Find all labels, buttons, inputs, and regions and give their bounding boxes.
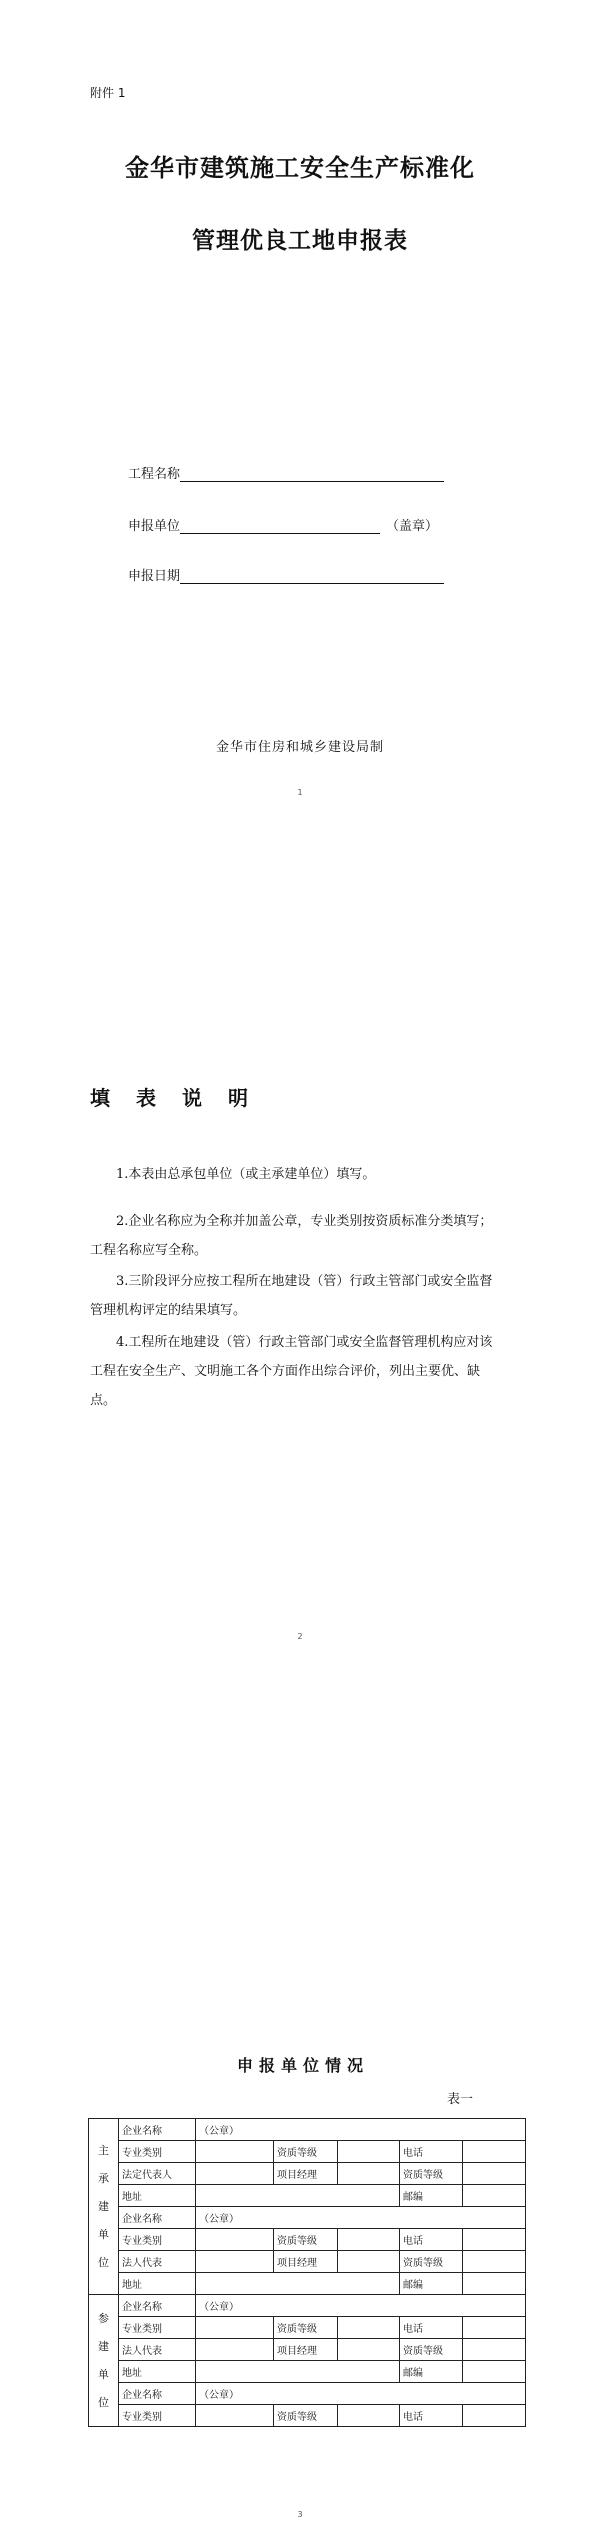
applicant-unit-field[interactable] bbox=[128, 515, 438, 534]
table-row bbox=[89, 2141, 526, 2163]
table-row bbox=[89, 2163, 526, 2185]
table-row bbox=[89, 2207, 526, 2229]
project-manager-cell[interactable] bbox=[338, 2163, 400, 2185]
page-number: 2 bbox=[297, 1632, 303, 1641]
category-cell[interactable] bbox=[196, 2229, 274, 2251]
table-row bbox=[89, 2339, 526, 2361]
phone-cell[interactable] bbox=[463, 2405, 526, 2427]
manager-qualification-cell[interactable] bbox=[463, 2339, 526, 2361]
legal-rep-label: 法人代表 bbox=[119, 2251, 196, 2273]
category-label: 专业类别 bbox=[119, 2317, 196, 2339]
project-manager-cell[interactable] bbox=[338, 2339, 400, 2361]
postcode-label: 邮编 bbox=[400, 2273, 463, 2295]
category-label: 专业类别 bbox=[119, 2405, 196, 2427]
category-cell[interactable] bbox=[196, 2141, 274, 2163]
qualification-label: 资质等级 bbox=[274, 2405, 338, 2427]
phone-label: 电话 bbox=[400, 2317, 463, 2339]
instruction-item: 2.企业名称应为全称并加盖公章，专业类别按资质标准分类填写；工程名称应写全称。 bbox=[90, 1214, 493, 1258]
issuer-text: 金华市住房和城乡建设局制 bbox=[215, 740, 384, 755]
qualification-cell[interactable] bbox=[338, 2229, 400, 2251]
category-cell[interactable] bbox=[196, 2405, 274, 2427]
document-title-line-2: 管理优良工地申报表 bbox=[192, 227, 408, 254]
table-row bbox=[89, 2295, 526, 2317]
company-name-label: 企业名称 bbox=[119, 2119, 196, 2141]
company-name-cell[interactable]: （公章） bbox=[196, 2383, 526, 2405]
table-row bbox=[89, 2317, 526, 2339]
address-label: 地址 bbox=[119, 2361, 196, 2383]
instruction-item: 3.三阶段评分应按工程所在地建设（管）行政主管部门或安全监督管理机构评定的结果填写。 bbox=[90, 1274, 493, 1318]
category-label: 专业类别 bbox=[119, 2229, 196, 2251]
manager-qualification-label: 资质等级 bbox=[400, 2163, 463, 2185]
address-cell[interactable] bbox=[196, 2361, 400, 2383]
qualification-cell[interactable] bbox=[338, 2317, 400, 2339]
legal-rep-cell[interactable] bbox=[196, 2163, 274, 2185]
manager-qualification-cell[interactable] bbox=[463, 2163, 526, 2185]
postcode-cell[interactable] bbox=[463, 2361, 526, 2383]
table-row bbox=[89, 2119, 526, 2141]
qualification-label: 资质等级 bbox=[274, 2317, 338, 2339]
legal-rep-cell[interactable] bbox=[196, 2339, 274, 2361]
main-contractor-label: 主 承 建 单 位 bbox=[89, 2119, 119, 2295]
applicant-info-table bbox=[88, 2118, 526, 2427]
phone-label: 电话 bbox=[400, 2405, 463, 2427]
legal-rep-label: 法定代表人 bbox=[119, 2163, 196, 2185]
table-row bbox=[89, 2251, 526, 2273]
qualification-label: 资质等级 bbox=[274, 2141, 338, 2163]
table-row bbox=[89, 2405, 526, 2427]
category-cell[interactable] bbox=[196, 2317, 274, 2339]
table-row bbox=[89, 2361, 526, 2383]
company-name-label: 企业名称 bbox=[119, 2383, 196, 2405]
apply-date-blank[interactable] bbox=[180, 571, 444, 584]
document-title-line-1: 金华市建筑施工安全生产标准化 bbox=[125, 153, 475, 182]
table-row bbox=[89, 2185, 526, 2207]
address-cell[interactable] bbox=[196, 2273, 400, 2295]
table-number: 表一 bbox=[447, 2092, 474, 2107]
project-name-field[interactable] bbox=[128, 463, 444, 482]
project-name-label: 工程名称 bbox=[128, 467, 181, 482]
phone-cell[interactable] bbox=[463, 2317, 526, 2339]
manager-qualification-label: 资质等级 bbox=[400, 2251, 463, 2273]
qualification-cell[interactable] bbox=[338, 2141, 400, 2163]
postcode-label: 邮编 bbox=[400, 2361, 463, 2383]
manager-qualification-cell[interactable] bbox=[463, 2251, 526, 2273]
legal-rep-label: 法人代表 bbox=[119, 2339, 196, 2361]
phone-cell[interactable] bbox=[463, 2229, 526, 2251]
section-title: 申 报 单 位 情 况 bbox=[236, 2056, 364, 2075]
manager-qualification-label: 资质等级 bbox=[400, 2339, 463, 2361]
address-cell[interactable] bbox=[196, 2185, 400, 2207]
postcode-cell[interactable] bbox=[463, 2273, 526, 2295]
page-number: 3 bbox=[297, 2510, 303, 2519]
phone-label: 电话 bbox=[400, 2141, 463, 2163]
project-manager-label: 项目经理 bbox=[274, 2251, 338, 2273]
company-name-cell[interactable]: （公章） bbox=[196, 2295, 526, 2317]
applicant-unit-label: 申报单位 bbox=[128, 519, 181, 534]
company-name-cell[interactable]: （公章） bbox=[196, 2119, 526, 2141]
instructions-title: 填 表 说 明 bbox=[90, 1086, 248, 1110]
instruction-item: 4.工程所在地建设（管）行政主管部门或安全监督管理机构应对该工程在安全生产、文明施工各个方面作出综合评价，列出主要优、缺点。 bbox=[90, 1335, 493, 1408]
instruction-item: 1.本表由总承包单位（或主承建单位）填写。 bbox=[116, 1167, 376, 1182]
seal-note: （盖章） bbox=[386, 519, 439, 534]
table-row bbox=[89, 2383, 526, 2405]
postcode-cell[interactable] bbox=[463, 2185, 526, 2207]
participating-unit-label: 参 建 单 位 bbox=[89, 2295, 119, 2427]
table-row bbox=[89, 2273, 526, 2295]
qualification-label: 资质等级 bbox=[274, 2229, 338, 2251]
category-label: 专业类别 bbox=[119, 2141, 196, 2163]
project-manager-label: 项目经理 bbox=[274, 2163, 338, 2185]
phone-label: 电话 bbox=[400, 2229, 463, 2251]
project-manager-cell[interactable] bbox=[338, 2251, 400, 2273]
phone-cell[interactable] bbox=[463, 2141, 526, 2163]
qualification-cell[interactable] bbox=[338, 2405, 400, 2427]
company-name-label: 企业名称 bbox=[119, 2207, 196, 2229]
page-number: 1 bbox=[297, 788, 303, 797]
company-name-label: 企业名称 bbox=[119, 2295, 196, 2317]
apply-date-field[interactable] bbox=[128, 565, 444, 584]
attachment-label: 附件 1 bbox=[90, 86, 126, 100]
project-name-blank[interactable] bbox=[180, 469, 444, 482]
project-manager-label: 项目经理 bbox=[274, 2339, 338, 2361]
table-row bbox=[89, 2229, 526, 2251]
address-label: 地址 bbox=[119, 2185, 196, 2207]
address-label: 地址 bbox=[119, 2273, 196, 2295]
postcode-label: 邮编 bbox=[400, 2185, 463, 2207]
applicant-unit-blank[interactable] bbox=[180, 521, 380, 534]
company-name-cell[interactable]: （公章） bbox=[196, 2207, 526, 2229]
legal-rep-cell[interactable] bbox=[196, 2251, 274, 2273]
apply-date-label: 申报日期 bbox=[128, 569, 181, 584]
